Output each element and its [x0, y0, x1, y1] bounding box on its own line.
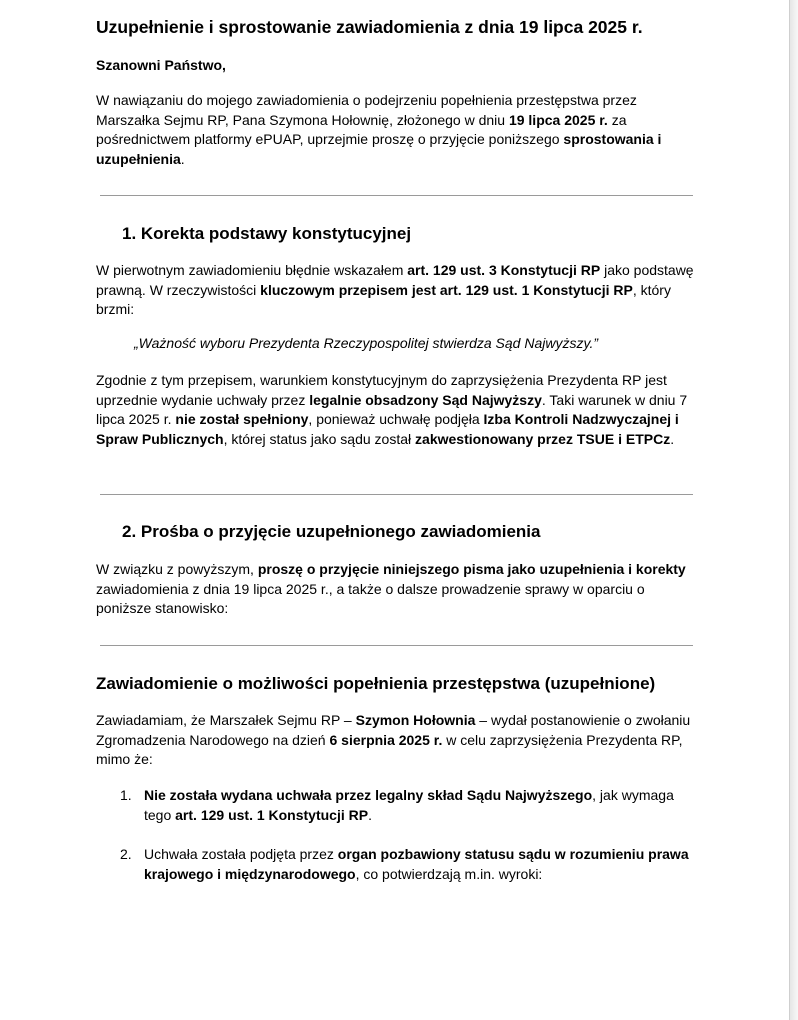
section-3-paragraph: [96, 711, 694, 770]
paragraph-text: Zawiadamiam, że Marszałek Sejmu RP –: [96, 712, 356, 728]
intro-paragraph: [96, 91, 694, 169]
paragraph-text: . Taki warunek w dniu 7 lipca 2025 r.: [96, 391, 688, 427]
section-2-heading: 2. Prośba o przyjęcie uzupełnionego zawiadomienia: [122, 522, 541, 541]
paragraph-text: Uchwała została podjęta przez: [144, 846, 338, 862]
paragraph-emphasis: art. 129 ust. 3 Konstytucji RP: [407, 262, 601, 278]
list-item-number: 2.: [120, 846, 132, 862]
paragraph-text: jako podstawę prawną. W rzeczywistości: [96, 262, 694, 298]
constitution-quote: „Ważność wyboru Prezydenta Rzeczypospolitej stwierdza Sąd Najwyższy.”: [134, 335, 598, 351]
paragraph-emphasis: organ pozbawiony statusu sądu w rozumieniu prawa krajowego i międzynarodowego: [144, 846, 689, 882]
paragraph-emphasis: proszę o przyjęcie niniejszego pisma jako uzupełnienia i korekty: [257, 561, 686, 577]
section-3-heading: Zawiadomienie o możliwości popełnienia przestępstwa (uzupełnione): [96, 674, 656, 693]
intro-text: za pośrednictwem platformy ePUAP, uprzejmie proszę o przyjęcie poniższego: [96, 111, 627, 147]
paragraph-text: zawiadomienia z dnia 19 lipca 2025 r., a także o dalsze prowadzenie sprawy w oparciu o poniższe stanowisko:: [96, 580, 645, 616]
section-1-paragraph-2: [96, 371, 694, 449]
paragraph-text: , co potwierdzają m.in. wyroki:: [355, 865, 543, 882]
paragraph-emphasis: legalnie obsadzony Sąd Najwyższy: [309, 391, 542, 408]
paragraph-text: , jak wymaga tego: [144, 787, 674, 823]
list-item-number: 1.: [120, 787, 132, 803]
paragraph-emphasis: art. 129 ust. 1 Konstytucji RP: [175, 806, 369, 823]
paragraph-text: W związku z powyższym,: [96, 561, 258, 577]
page-edge: [789, 0, 798, 1020]
greeting: Szanowni Państwo,: [96, 57, 226, 73]
intro-text: W nawiązaniu do mojego zawiadomienia o podejrzeniu popełnienia przestępstwa przez Marszałka Sejmu RP, Pana Szymona Hołownię, złożonego w dniu: [96, 92, 637, 128]
document-title: Uzupełnienie i sprostowanie zawiadomienia z dnia 19 lipca 2025 r.: [96, 17, 643, 37]
paragraph-text: .: [368, 806, 372, 823]
divider: [100, 195, 693, 196]
intro-emphasis: sprostowania i uzupełnienia: [96, 131, 662, 167]
section-1-paragraph-1: [96, 261, 694, 320]
divider: [100, 494, 693, 495]
paragraph-emphasis: Nie została wydana uchwała przez legalny skład Sądu Najwyższego: [144, 787, 593, 803]
paragraph-emphasis: zakwestionowany przez TSUE i ETPCz: [415, 430, 671, 447]
paragraph-text: , której status jako sądu został: [223, 430, 416, 447]
paragraph-text: .: [670, 430, 675, 447]
list-item-text: [144, 786, 696, 825]
paragraph-emphasis: Szymon Hołownia: [355, 712, 476, 728]
paragraph-emphasis: Izba Kontroli Nadzwyczajnej i Spraw Publicznych: [96, 411, 679, 447]
paragraph-text: – wydał postanowienie o zwołaniu Zgromadzenia Narodowego na dzień: [96, 712, 691, 748]
divider: [100, 645, 693, 646]
paragraph-emphasis: nie został spełniony: [175, 411, 309, 427]
paragraph-emphasis: kluczowym przepisem jest art. 129 ust. 1 Konstytucji RP: [260, 281, 633, 298]
intro-date: 19 lipca 2025 r.: [508, 111, 608, 128]
paragraph-text: Zgodnie z tym przepisem, warunkiem konstytucyjnym do zaprzysiężenia Prezydenta RP jest uprzednie wydanie uchwały przez: [96, 372, 667, 408]
intro-text: .: [180, 150, 185, 167]
paragraph-emphasis: 6 sierpnia 2025 r.: [329, 731, 443, 748]
list-item-text: [144, 845, 696, 884]
section-1-heading: 1. Korekta podstawy konstytucyjnej: [122, 224, 412, 243]
paragraph-text: , ponieważ uchwałę podjęła: [308, 411, 484, 427]
section-2-paragraph: [96, 560, 694, 619]
paragraph-text: w celu zaprzysiężenia Prezydenta RP, mimo że:: [96, 731, 683, 767]
paragraph-text: W pierwotnym zawiadomieniu błędnie wskazałem: [96, 262, 408, 278]
paragraph-text: , który brzmi:: [96, 281, 671, 317]
